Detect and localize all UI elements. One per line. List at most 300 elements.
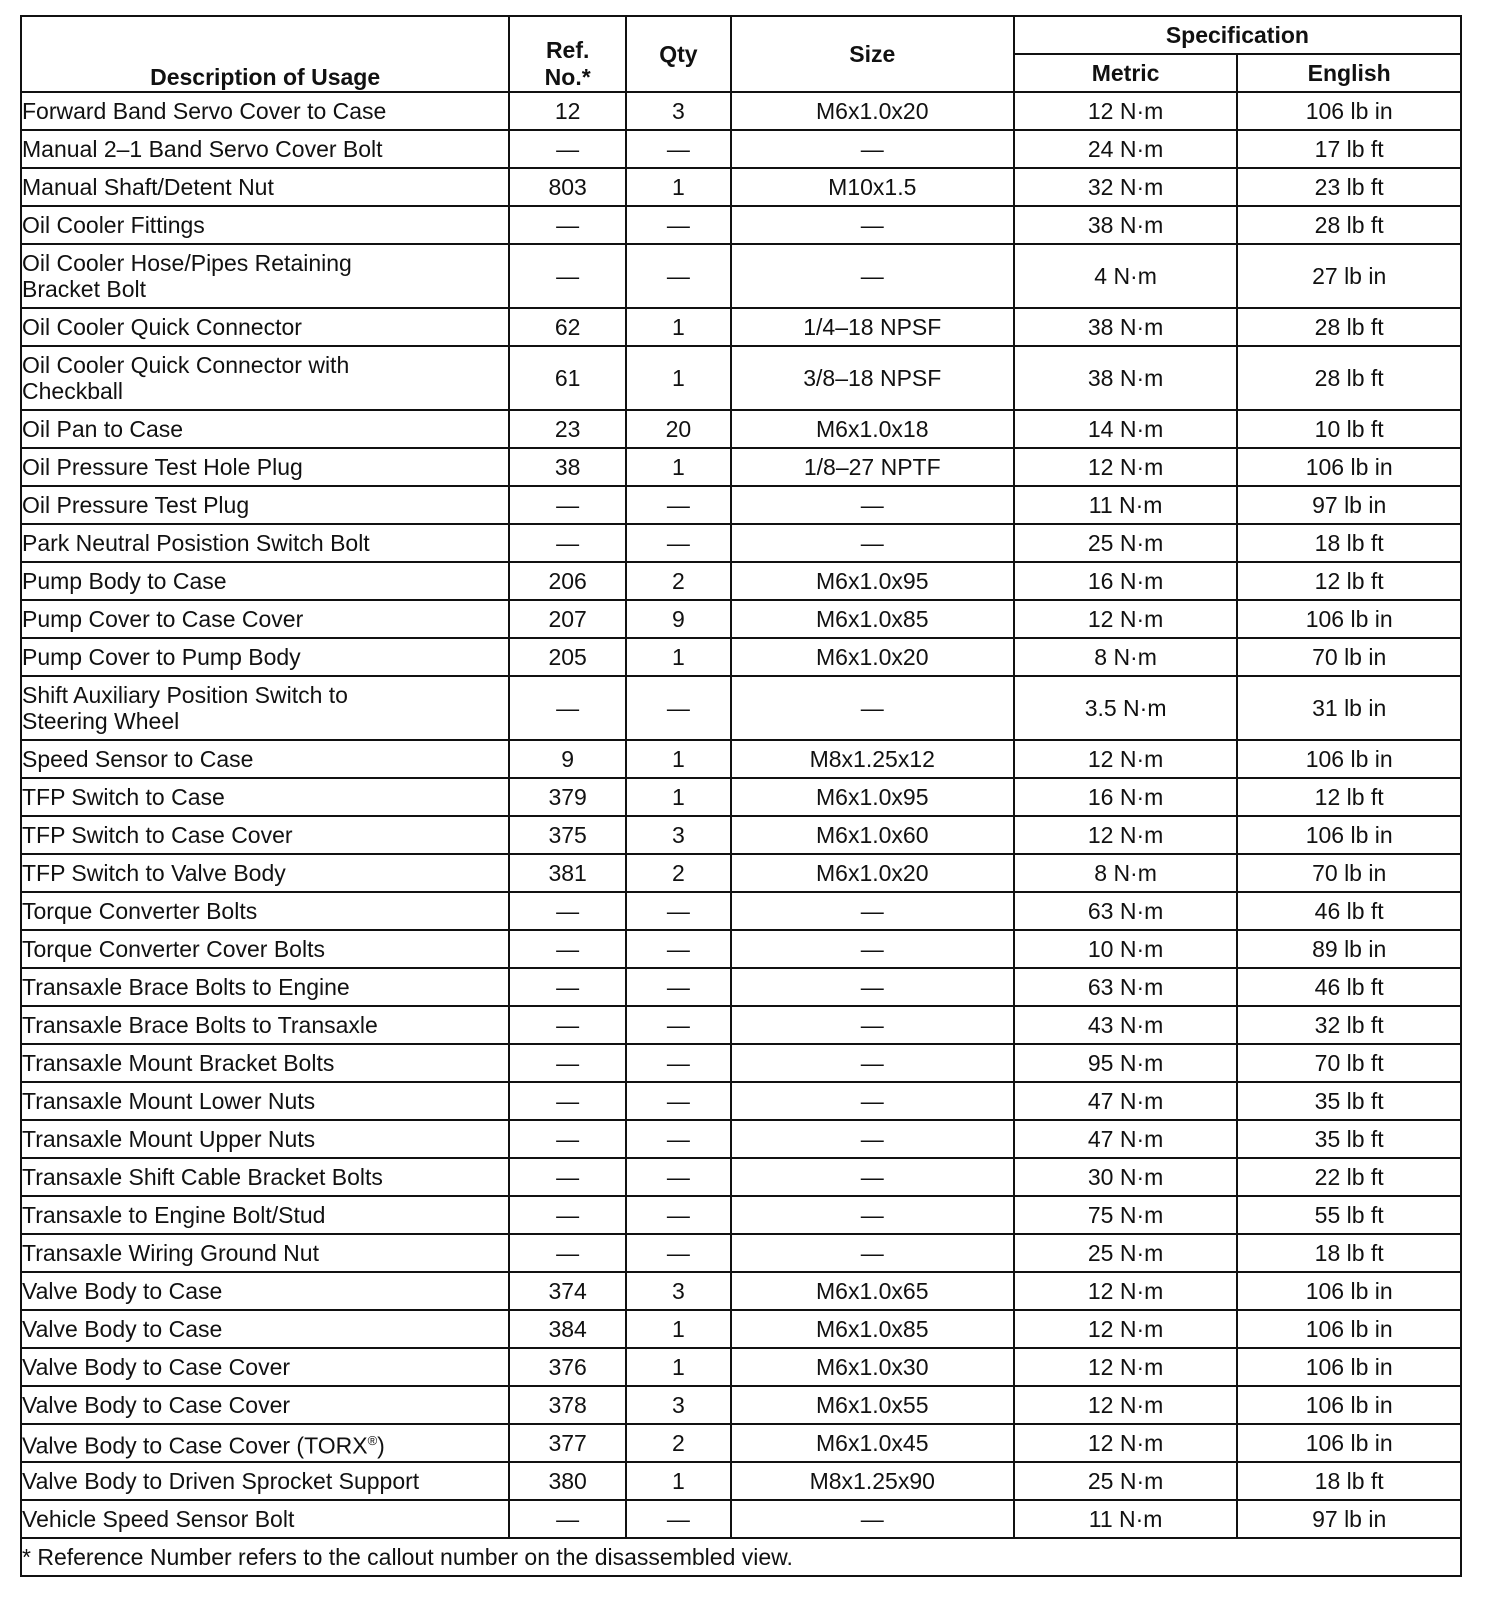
- cell-qty: —: [626, 1500, 731, 1538]
- description-text: Valve Body to Case Cover (TORX: [22, 1432, 368, 1459]
- description-text: Oil Cooler Fittings: [22, 212, 205, 238]
- torque-specification-table: [20, 15, 1462, 1577]
- cell-english: 106 lb in: [1237, 1348, 1461, 1386]
- description-text: Pump Body to Case: [22, 568, 227, 594]
- cell-size: M6x1.0x65: [731, 1272, 1014, 1310]
- cell-qty: —: [626, 524, 731, 562]
- cell-english: 97 lb in: [1237, 486, 1461, 524]
- cell-english: 23 lb ft: [1237, 168, 1461, 206]
- cell-english: 106 lb in: [1237, 1272, 1461, 1310]
- description-text: Valve Body to Case Cover: [22, 1354, 291, 1380]
- cell-size: M8x1.25x12: [731, 740, 1014, 778]
- cell-metric: 63 N·m: [1014, 892, 1238, 930]
- table-row: [21, 1272, 1461, 1310]
- table-row: [21, 206, 1461, 244]
- cell-size: —: [731, 524, 1014, 562]
- cell-size: M8x1.25x90: [731, 1462, 1014, 1500]
- cell-qty: —: [626, 968, 731, 1006]
- cell-ref-no: 377: [509, 1424, 626, 1462]
- cell-qty: 1: [626, 1310, 731, 1348]
- cell-size: —: [731, 1158, 1014, 1196]
- table-row: [21, 816, 1461, 854]
- cell-qty: 1: [626, 638, 731, 676]
- cell-size: M6x1.0x95: [731, 562, 1014, 600]
- cell-size: —: [731, 1082, 1014, 1120]
- cell-english: 106 lb in: [1237, 92, 1461, 130]
- table-row: [21, 1500, 1461, 1538]
- description-text: Transaxle Wiring Ground Nut: [22, 1240, 319, 1266]
- cell-qty: —: [626, 892, 731, 930]
- cell-ref-no: —: [509, 968, 626, 1006]
- description-text: Transaxle Brace Bolts to Transaxle: [22, 1012, 378, 1038]
- cell-description: [21, 930, 509, 968]
- cell-size: —: [731, 486, 1014, 524]
- cell-english: 35 lb ft: [1237, 1082, 1461, 1120]
- cell-english: 106 lb in: [1237, 816, 1461, 854]
- cell-metric: 12 N·m: [1014, 1348, 1238, 1386]
- cell-qty: 3: [626, 1272, 731, 1310]
- cell-english: 28 lb ft: [1237, 206, 1461, 244]
- cell-english: 106 lb in: [1237, 448, 1461, 486]
- description-text: Torque Converter Bolts: [22, 898, 258, 924]
- table-row: [21, 740, 1461, 778]
- cell-metric: 25 N·m: [1014, 1234, 1238, 1272]
- cell-ref-no: 61: [509, 346, 626, 410]
- cell-description: [21, 778, 509, 816]
- cell-size: —: [731, 1500, 1014, 1538]
- cell-english: 46 lb ft: [1237, 892, 1461, 930]
- description-text: Transaxle Mount Bracket Bolts: [22, 1050, 335, 1076]
- cell-description: [21, 244, 509, 308]
- cell-ref-no: 384: [509, 1310, 626, 1348]
- description-text: Oil Pressure Test Plug: [22, 492, 250, 518]
- cell-ref-no: —: [509, 892, 626, 930]
- description-text: Manual Shaft/Detent Nut: [22, 174, 274, 200]
- description-text: Valve Body to Case: [22, 1278, 223, 1304]
- cell-english: 27 lb in: [1237, 244, 1461, 308]
- cell-english: 22 lb ft: [1237, 1158, 1461, 1196]
- cell-size: —: [731, 130, 1014, 168]
- header-ref-line2: No.*: [544, 64, 591, 90]
- description-text: Transaxle Mount Upper Nuts: [22, 1126, 316, 1152]
- cell-description: [21, 206, 509, 244]
- cell-qty: —: [626, 206, 731, 244]
- cell-ref-no: 23: [509, 410, 626, 448]
- description-text: Speed Sensor to Case: [22, 746, 254, 772]
- cell-description: [21, 638, 509, 676]
- cell-ref-no: —: [509, 1044, 626, 1082]
- cell-description: [21, 1006, 509, 1044]
- cell-metric: 24 N·m: [1014, 130, 1238, 168]
- header-english: English: [1237, 54, 1461, 92]
- cell-qty: 3: [626, 816, 731, 854]
- description-text: Oil Pressure Test Hole Plug: [22, 454, 303, 480]
- description-text: Torque Converter Cover Bolts: [22, 936, 325, 962]
- cell-qty: 2: [626, 562, 731, 600]
- cell-english: 55 lb ft: [1237, 1196, 1461, 1234]
- cell-size: —: [731, 968, 1014, 1006]
- cell-description: [21, 346, 509, 410]
- header-metric: Metric: [1014, 54, 1238, 92]
- cell-qty: 1: [626, 346, 731, 410]
- cell-ref-no: —: [509, 130, 626, 168]
- table-row: [21, 930, 1461, 968]
- table-row: [21, 346, 1461, 410]
- cell-ref-no: —: [509, 1196, 626, 1234]
- cell-ref-no: —: [509, 1234, 626, 1272]
- table-row: [21, 1196, 1461, 1234]
- cell-ref-no: 38: [509, 448, 626, 486]
- table-row: [21, 1044, 1461, 1082]
- table-body: [21, 92, 1461, 1538]
- cell-metric: 3.5 N·m: [1014, 676, 1238, 740]
- table-row: [21, 168, 1461, 206]
- cell-english: 106 lb in: [1237, 1386, 1461, 1424]
- cell-english: 18 lb ft: [1237, 524, 1461, 562]
- table-row: [21, 244, 1461, 308]
- table-row: [21, 892, 1461, 930]
- description-text-line2: Bracket Bolt: [22, 276, 146, 302]
- table-row: [21, 638, 1461, 676]
- cell-metric: 47 N·m: [1014, 1082, 1238, 1120]
- cell-qty: 1: [626, 168, 731, 206]
- footnote-row: [21, 1538, 1461, 1576]
- footnote: * Reference Number refers to the callout number on the disassembled view.: [21, 1538, 1461, 1576]
- cell-size: —: [731, 676, 1014, 740]
- cell-size: —: [731, 1120, 1014, 1158]
- cell-metric: 12 N·m: [1014, 600, 1238, 638]
- cell-metric: 38 N·m: [1014, 346, 1238, 410]
- cell-size: 3/8–18 NPSF: [731, 346, 1014, 410]
- description-tail: ): [377, 1432, 385, 1459]
- cell-description: [21, 1348, 509, 1386]
- cell-qty: 1: [626, 1462, 731, 1500]
- cell-description: [21, 1386, 509, 1424]
- cell-metric: 11 N·m: [1014, 1500, 1238, 1538]
- header-ref-no: [509, 16, 626, 92]
- table-row: [21, 524, 1461, 562]
- cell-size: —: [731, 1196, 1014, 1234]
- cell-size: —: [731, 930, 1014, 968]
- description-text: Shift Auxiliary Position Switch to: [22, 682, 348, 708]
- cell-english: 32 lb ft: [1237, 1006, 1461, 1044]
- cell-metric: 12 N·m: [1014, 1386, 1238, 1424]
- description-text: Transaxle to Engine Bolt/Stud: [22, 1202, 326, 1228]
- cell-metric: 32 N·m: [1014, 168, 1238, 206]
- description-text: Transaxle Shift Cable Bracket Bolts: [22, 1164, 383, 1190]
- cell-description: [21, 816, 509, 854]
- cell-size: —: [731, 1006, 1014, 1044]
- table-row: [21, 1158, 1461, 1196]
- cell-ref-no: —: [509, 524, 626, 562]
- cell-metric: 30 N·m: [1014, 1158, 1238, 1196]
- cell-ref-no: 205: [509, 638, 626, 676]
- cell-ref-no: —: [509, 930, 626, 968]
- cell-size: M6x1.0x20: [731, 92, 1014, 130]
- cell-english: 70 lb in: [1237, 638, 1461, 676]
- cell-description: [21, 892, 509, 930]
- table-row: [21, 1386, 1461, 1424]
- cell-qty: 1: [626, 740, 731, 778]
- description-text: TFP Switch to Valve Body: [22, 860, 286, 886]
- header-ref-line1: Ref.: [545, 37, 590, 63]
- cell-description: [21, 410, 509, 448]
- cell-description: [21, 1424, 509, 1462]
- cell-size: —: [731, 206, 1014, 244]
- cell-qty: 3: [626, 1386, 731, 1424]
- cell-size: M6x1.0x30: [731, 1348, 1014, 1386]
- cell-ref-no: —: [509, 1082, 626, 1120]
- cell-metric: 8 N·m: [1014, 638, 1238, 676]
- cell-english: 31 lb in: [1237, 676, 1461, 740]
- description-text: Valve Body to Case Cover: [22, 1392, 291, 1418]
- cell-description: [21, 92, 509, 130]
- table-row: [21, 1462, 1461, 1500]
- cell-size: M6x1.0x60: [731, 816, 1014, 854]
- cell-metric: 12 N·m: [1014, 448, 1238, 486]
- cell-ref-no: 374: [509, 1272, 626, 1310]
- cell-qty: —: [626, 1006, 731, 1044]
- table-row: [21, 1234, 1461, 1272]
- cell-size: M6x1.0x20: [731, 854, 1014, 892]
- cell-metric: 12 N·m: [1014, 1424, 1238, 1462]
- cell-ref-no: —: [509, 486, 626, 524]
- cell-metric: 47 N·m: [1014, 1120, 1238, 1158]
- cell-description: [21, 524, 509, 562]
- table-row: [21, 562, 1461, 600]
- cell-ref-no: 207: [509, 600, 626, 638]
- cell-description: [21, 1196, 509, 1234]
- cell-ref-no: —: [509, 1006, 626, 1044]
- cell-english: 106 lb in: [1237, 1310, 1461, 1348]
- table-row: [21, 1348, 1461, 1386]
- cell-description: [21, 600, 509, 638]
- cell-english: 106 lb in: [1237, 740, 1461, 778]
- cell-metric: 12 N·m: [1014, 1272, 1238, 1310]
- cell-metric: 8 N·m: [1014, 854, 1238, 892]
- cell-metric: 4 N·m: [1014, 244, 1238, 308]
- description-text: Valve Body to Case: [22, 1316, 223, 1342]
- cell-qty: 1: [626, 308, 731, 346]
- description-text: Oil Cooler Quick Connector: [22, 314, 302, 340]
- cell-ref-no: 375: [509, 816, 626, 854]
- table-row: [21, 600, 1461, 638]
- description-text: TFP Switch to Case Cover: [22, 822, 293, 848]
- cell-english: 106 lb in: [1237, 600, 1461, 638]
- cell-metric: 38 N·m: [1014, 206, 1238, 244]
- cell-size: —: [731, 1234, 1014, 1272]
- cell-ref-no: 803: [509, 168, 626, 206]
- cell-size: M6x1.0x95: [731, 778, 1014, 816]
- cell-description: [21, 486, 509, 524]
- cell-ref-no: 206: [509, 562, 626, 600]
- cell-qty: —: [626, 1120, 731, 1158]
- cell-qty: 1: [626, 1348, 731, 1386]
- description-text: Valve Body to Driven Sprocket Support: [22, 1468, 420, 1494]
- cell-ref-no: 380: [509, 1462, 626, 1500]
- cell-ref-no: —: [509, 1500, 626, 1538]
- cell-metric: 75 N·m: [1014, 1196, 1238, 1234]
- cell-description: [21, 308, 509, 346]
- cell-metric: 63 N·m: [1014, 968, 1238, 1006]
- cell-english: 12 lb ft: [1237, 562, 1461, 600]
- header-size: Size: [731, 16, 1014, 92]
- cell-metric: 14 N·m: [1014, 410, 1238, 448]
- description-text: Oil Pan to Case: [22, 416, 184, 442]
- table-row: [21, 448, 1461, 486]
- cell-size: M6x1.0x85: [731, 1310, 1014, 1348]
- cell-qty: —: [626, 1082, 731, 1120]
- cell-metric: 95 N·m: [1014, 1044, 1238, 1082]
- cell-qty: —: [626, 1158, 731, 1196]
- cell-english: 10 lb ft: [1237, 410, 1461, 448]
- cell-description: [21, 740, 509, 778]
- cell-description: [21, 562, 509, 600]
- cell-metric: 25 N·m: [1014, 524, 1238, 562]
- cell-size: —: [731, 892, 1014, 930]
- description-text: TFP Switch to Case: [22, 784, 225, 810]
- cell-english: 97 lb in: [1237, 1500, 1461, 1538]
- cell-size: —: [731, 244, 1014, 308]
- table-row: [21, 1082, 1461, 1120]
- description-text-line2: Steering Wheel: [22, 708, 180, 734]
- cell-ref-no: —: [509, 676, 626, 740]
- cell-size: M10x1.5: [731, 168, 1014, 206]
- description-text: Oil Cooler Hose/Pipes Retaining: [22, 250, 352, 276]
- cell-metric: 12 N·m: [1014, 92, 1238, 130]
- cell-english: 46 lb ft: [1237, 968, 1461, 1006]
- cell-size: —: [731, 1044, 1014, 1082]
- description-text: Park Neutral Posistion Switch Bolt: [22, 530, 370, 556]
- cell-english: 28 lb ft: [1237, 308, 1461, 346]
- cell-size: 1/8–27 NPTF: [731, 448, 1014, 486]
- cell-ref-no: 376: [509, 1348, 626, 1386]
- cell-metric: 16 N·m: [1014, 562, 1238, 600]
- cell-qty: —: [626, 244, 731, 308]
- cell-qty: —: [626, 486, 731, 524]
- header-qty: Qty: [626, 16, 731, 92]
- table-row: [21, 1310, 1461, 1348]
- cell-description: [21, 168, 509, 206]
- cell-metric: 12 N·m: [1014, 1310, 1238, 1348]
- cell-description: [21, 130, 509, 168]
- table-row: [21, 1006, 1461, 1044]
- cell-english: 70 lb in: [1237, 854, 1461, 892]
- cell-description: [21, 1044, 509, 1082]
- cell-description: [21, 1082, 509, 1120]
- cell-metric: 43 N·m: [1014, 1006, 1238, 1044]
- description-text: Transaxle Brace Bolts to Engine: [22, 974, 350, 1000]
- cell-qty: 9: [626, 600, 731, 638]
- cell-description: [21, 448, 509, 486]
- cell-metric: 12 N·m: [1014, 816, 1238, 854]
- cell-qty: 20: [626, 410, 731, 448]
- table-row: [21, 308, 1461, 346]
- cell-metric: 25 N·m: [1014, 1462, 1238, 1500]
- cell-metric: 10 N·m: [1014, 930, 1238, 968]
- cell-description: [21, 1158, 509, 1196]
- cell-english: 12 lb ft: [1237, 778, 1461, 816]
- cell-size: 1/4–18 NPSF: [731, 308, 1014, 346]
- torque-spec-sheet: [20, 15, 1462, 1577]
- cell-description: [21, 1272, 509, 1310]
- cell-qty: —: [626, 1234, 731, 1272]
- cell-english: 28 lb ft: [1237, 346, 1461, 410]
- cell-description: [21, 1234, 509, 1272]
- cell-qty: 3: [626, 92, 731, 130]
- table-row: [21, 778, 1461, 816]
- table-row: [21, 968, 1461, 1006]
- description-text: Vehicle Speed Sensor Bolt: [22, 1506, 295, 1532]
- cell-size: M6x1.0x18: [731, 410, 1014, 448]
- cell-qty: —: [626, 130, 731, 168]
- cell-qty: —: [626, 1044, 731, 1082]
- description-text: Pump Cover to Pump Body: [22, 644, 301, 670]
- cell-description: [21, 1462, 509, 1500]
- cell-description: [21, 1500, 509, 1538]
- table-row: [21, 486, 1461, 524]
- table-row: [21, 676, 1461, 740]
- description-text: Transaxle Mount Lower Nuts: [22, 1088, 316, 1114]
- cell-metric: 16 N·m: [1014, 778, 1238, 816]
- cell-qty: 2: [626, 854, 731, 892]
- cell-description: [21, 1310, 509, 1348]
- table-row: [21, 1424, 1461, 1462]
- description-text: Pump Cover to Case Cover: [22, 606, 304, 632]
- cell-description: [21, 1120, 509, 1158]
- cell-description: [21, 854, 509, 892]
- description-text: Oil Cooler Quick Connector with: [22, 352, 350, 378]
- cell-size: M6x1.0x20: [731, 638, 1014, 676]
- description-text: Manual 2–1 Band Servo Cover Bolt: [22, 136, 383, 162]
- cell-qty: 1: [626, 448, 731, 486]
- cell-ref-no: 62: [509, 308, 626, 346]
- header-row-top: [21, 16, 1461, 54]
- cell-english: 89 lb in: [1237, 930, 1461, 968]
- description-text: Forward Band Servo Cover to Case: [22, 98, 387, 124]
- cell-english: 70 lb ft: [1237, 1044, 1461, 1082]
- cell-metric: 12 N·m: [1014, 740, 1238, 778]
- registered-mark: ®: [367, 1432, 378, 1448]
- cell-qty: —: [626, 930, 731, 968]
- cell-qty: 2: [626, 1424, 731, 1462]
- cell-english: 18 lb ft: [1237, 1234, 1461, 1272]
- cell-ref-no: 381: [509, 854, 626, 892]
- cell-ref-no: 378: [509, 1386, 626, 1424]
- table-row: [21, 854, 1461, 892]
- cell-qty: —: [626, 676, 731, 740]
- cell-metric: 38 N·m: [1014, 308, 1238, 346]
- description-text-line2: Checkball: [22, 378, 123, 404]
- table-row: [21, 92, 1461, 130]
- header-description: Description of Usage: [21, 16, 509, 92]
- cell-ref-no: —: [509, 206, 626, 244]
- cell-english: 17 lb ft: [1237, 130, 1461, 168]
- cell-ref-no: 12: [509, 92, 626, 130]
- header-specification: Specification: [1014, 16, 1461, 54]
- cell-description: [21, 676, 509, 740]
- cell-size: M6x1.0x55: [731, 1386, 1014, 1424]
- cell-english: 18 lb ft: [1237, 1462, 1461, 1500]
- table-row: [21, 1120, 1461, 1158]
- cell-ref-no: —: [509, 244, 626, 308]
- cell-metric: 11 N·m: [1014, 486, 1238, 524]
- table-row: [21, 410, 1461, 448]
- cell-description: [21, 968, 509, 1006]
- cell-ref-no: 379: [509, 778, 626, 816]
- cell-ref-no: 9: [509, 740, 626, 778]
- cell-english: 35 lb ft: [1237, 1120, 1461, 1158]
